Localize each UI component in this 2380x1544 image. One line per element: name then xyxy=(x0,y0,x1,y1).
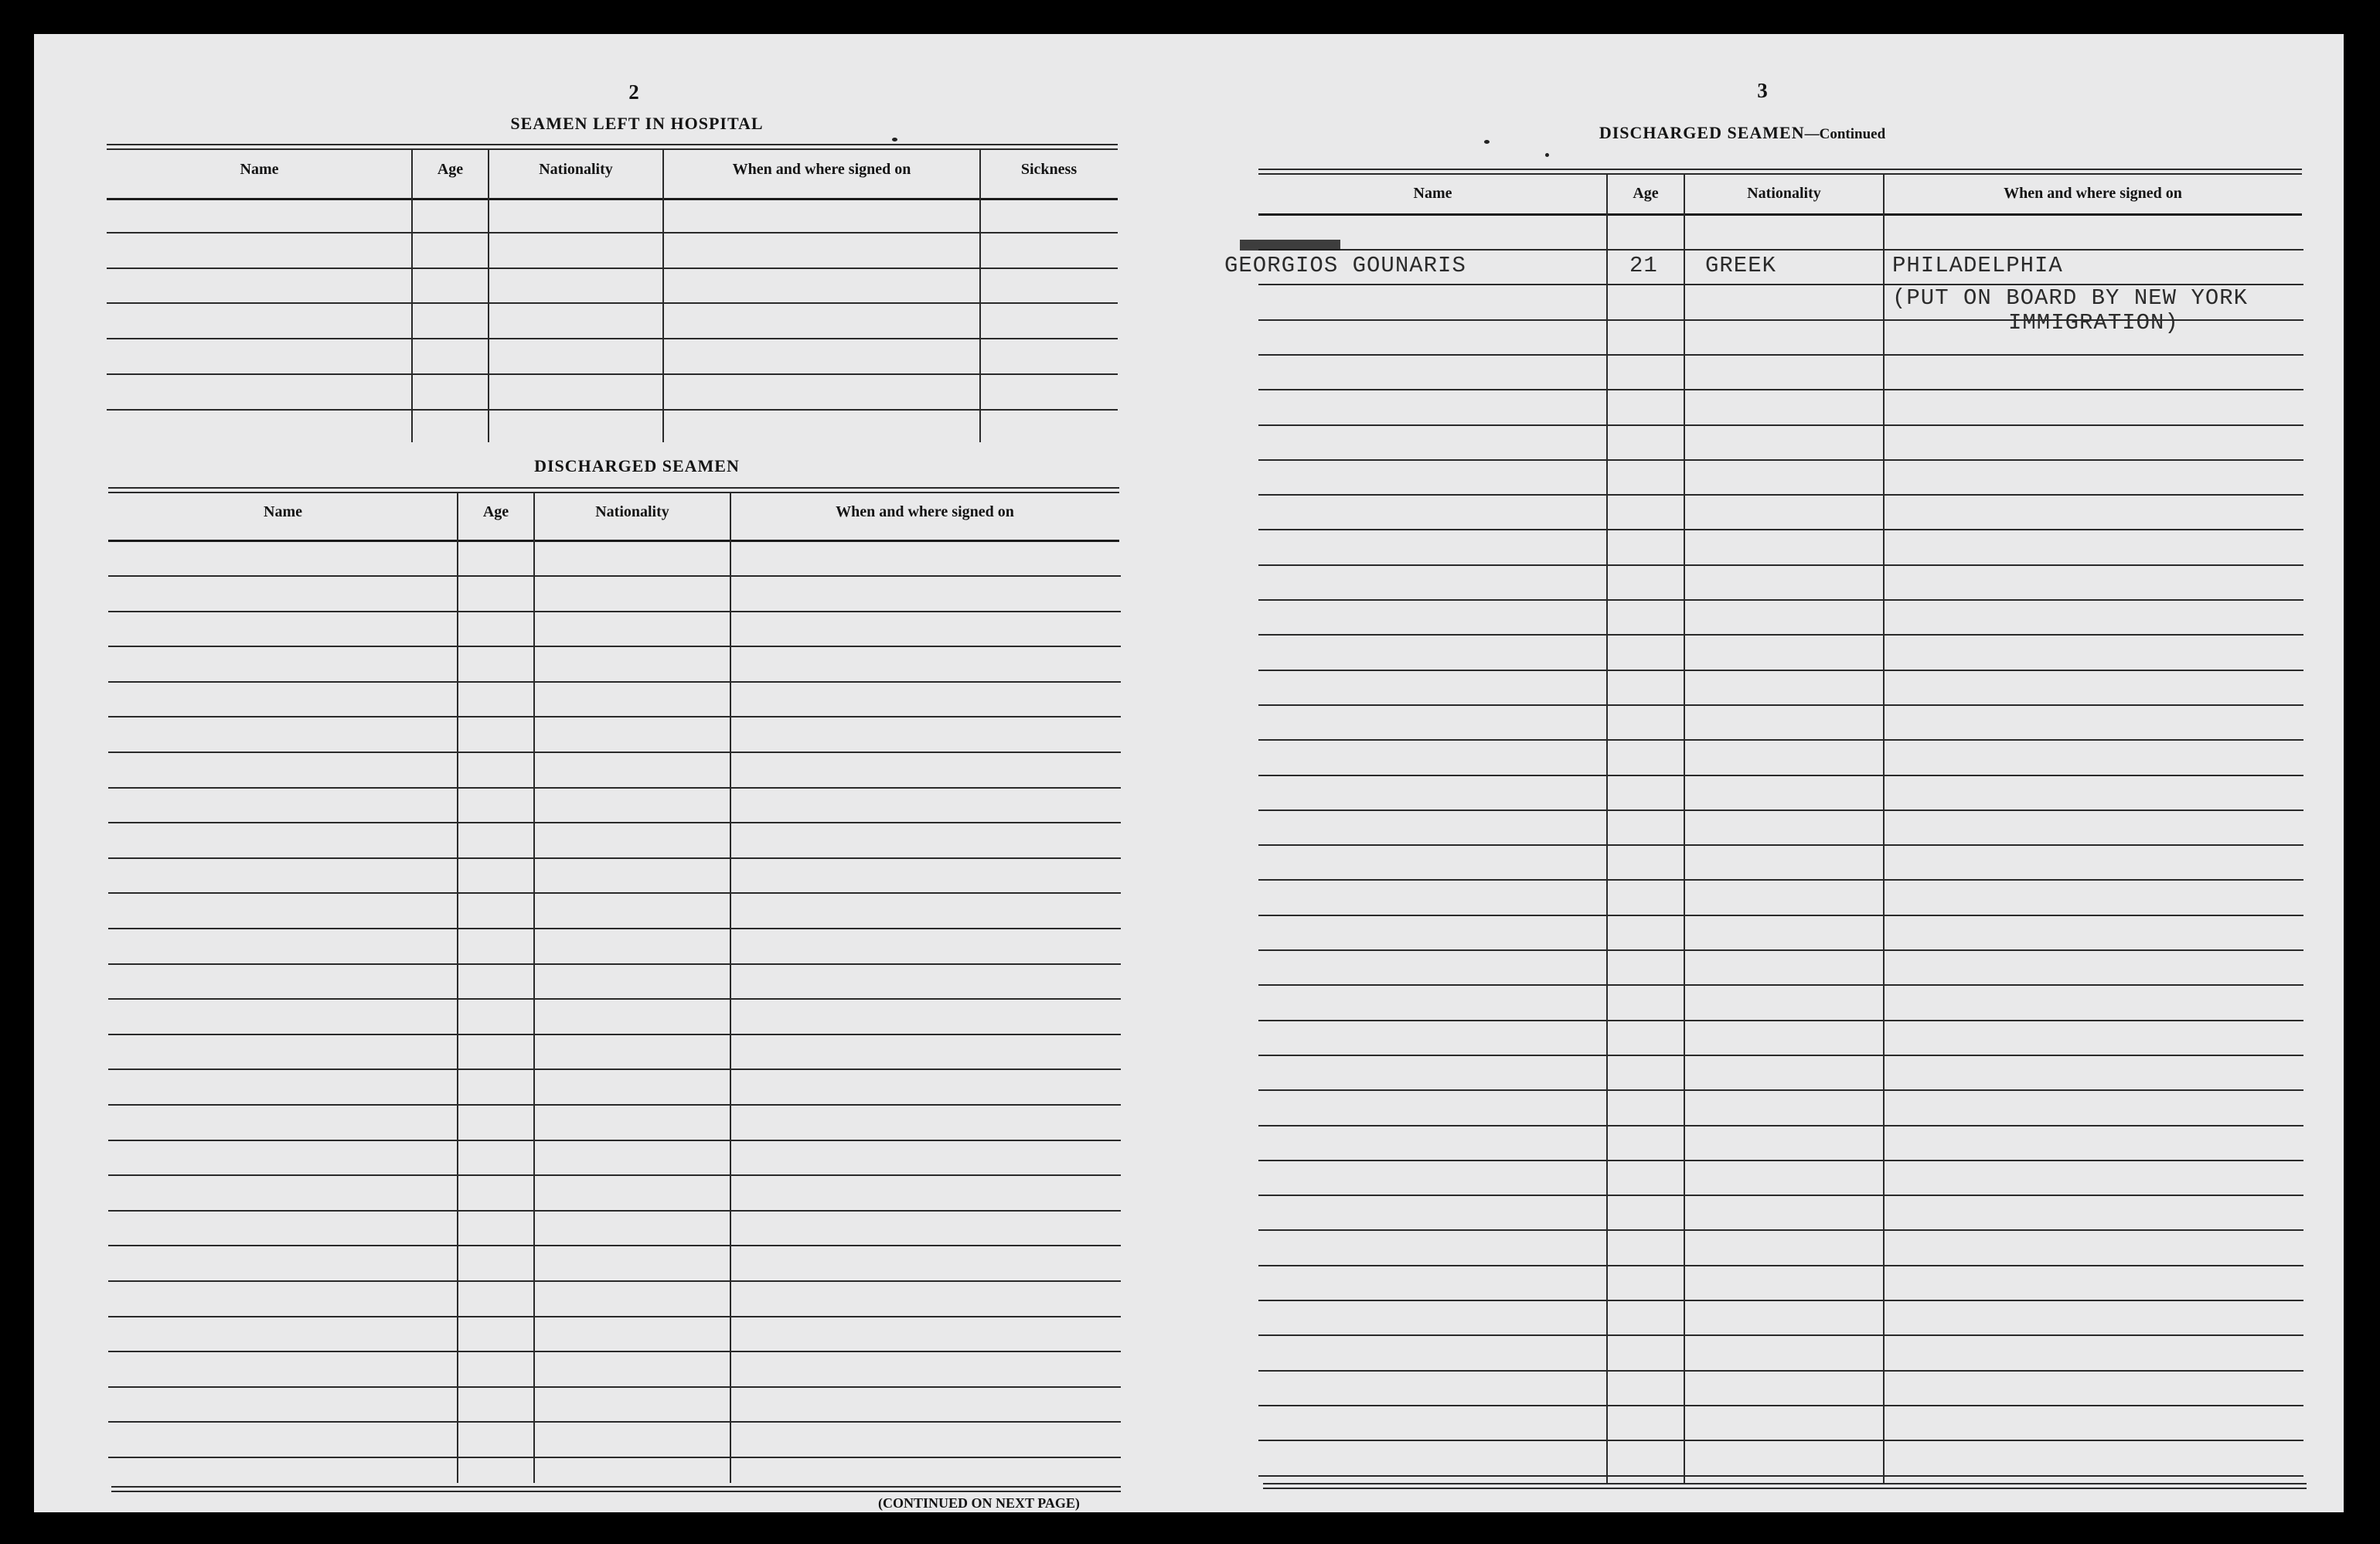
ruled-line xyxy=(1258,249,2303,251)
column-divider xyxy=(488,150,489,442)
ruled-line xyxy=(108,963,1121,965)
header-rule xyxy=(1258,169,2302,170)
header-bottom-rule xyxy=(107,198,1118,200)
ruled-line xyxy=(1258,424,2303,426)
ruled-line xyxy=(1258,354,2303,356)
ruled-line xyxy=(1258,1020,2303,1021)
ruled-line xyxy=(1258,739,2303,741)
section-title xyxy=(1472,123,2013,143)
struck-out-text xyxy=(1240,240,1340,251)
footer-rule xyxy=(1263,1483,2307,1484)
header-rule xyxy=(107,148,1118,150)
ruled-line xyxy=(108,857,1121,859)
ruled-line xyxy=(1258,1195,2303,1196)
footer-rule xyxy=(111,1486,1121,1488)
ink-speck xyxy=(892,138,897,141)
ruled-line xyxy=(108,822,1121,823)
ruled-line xyxy=(1258,1370,2303,1372)
page-number: 2 xyxy=(628,80,639,104)
ruled-line xyxy=(108,1174,1121,1176)
ruled-line xyxy=(108,998,1121,1000)
ruled-line xyxy=(1258,984,2303,986)
ruled-line xyxy=(108,1280,1121,1282)
ruled-line xyxy=(108,1034,1121,1035)
ruled-line xyxy=(108,1104,1121,1106)
header-rule xyxy=(107,144,1118,145)
column-header-name: Name xyxy=(264,503,302,520)
seaman-age: 21 xyxy=(1629,253,1658,278)
section-title-suffix: —Continued xyxy=(1804,126,1886,142)
ruled-line xyxy=(1258,634,2303,636)
ruled-line xyxy=(1258,879,2303,881)
ruled-line xyxy=(108,1457,1121,1458)
ruled-line xyxy=(108,787,1121,789)
ruled-line xyxy=(1258,809,2303,811)
ruled-line xyxy=(108,1386,1121,1388)
ruled-line xyxy=(1258,1055,2303,1056)
ruled-line xyxy=(108,681,1121,683)
ruled-line xyxy=(1258,1229,2303,1231)
ruled-line xyxy=(1258,1089,2303,1091)
header-rule xyxy=(1258,173,2302,175)
ruled-line xyxy=(107,338,1118,339)
ruled-line xyxy=(107,302,1118,304)
column-header-signed-on: When and where signed on xyxy=(732,161,911,178)
ruled-line xyxy=(108,1245,1121,1246)
column-header-sickness: Sickness xyxy=(1020,161,1078,178)
ruled-line xyxy=(1258,1405,2303,1406)
ruled-line xyxy=(1258,599,2303,601)
ruled-line xyxy=(108,1140,1121,1141)
ruled-line xyxy=(1258,459,2303,461)
ruled-line xyxy=(108,646,1121,647)
ruled-line xyxy=(1258,1160,2303,1161)
ruled-line xyxy=(1258,1440,2303,1441)
ruled-line xyxy=(107,373,1118,375)
section-title: DISCHARGED SEAMEN xyxy=(534,456,740,475)
column-divider xyxy=(1684,175,1685,1483)
ruled-line xyxy=(1258,915,2303,916)
column-divider xyxy=(1883,175,1885,1483)
ruled-line xyxy=(1258,389,2303,390)
ruled-line xyxy=(108,752,1121,753)
ruled-line xyxy=(1258,494,2303,496)
ruled-line xyxy=(1258,564,2303,566)
ruled-line xyxy=(1258,1334,2303,1336)
ruled-line xyxy=(107,232,1118,233)
ink-speck xyxy=(1484,140,1490,144)
document-page xyxy=(34,34,2344,1512)
continued-note: (CONTINUED ON NEXT PAGE) xyxy=(878,1495,1080,1511)
ruled-line xyxy=(108,892,1121,894)
column-header-nationality: Nationality xyxy=(595,503,669,520)
page-number: 3 xyxy=(1757,79,1768,102)
section-title: SEAMEN LEFT IN HOSPITAL xyxy=(510,114,764,133)
ruled-line xyxy=(108,1316,1121,1317)
seaman-nationality: GREEK xyxy=(1705,253,1777,278)
column-divider xyxy=(730,493,731,1483)
column-header-name: Name xyxy=(240,161,279,178)
ink-speck xyxy=(1545,153,1549,157)
ruled-line xyxy=(1258,775,2303,776)
ruled-line xyxy=(1258,670,2303,671)
header-rule xyxy=(108,492,1119,493)
column-header-signed-on: When and where signed on xyxy=(2004,185,2182,202)
column-divider xyxy=(1606,175,1608,1483)
column-header-signed-on: When and where signed on xyxy=(836,503,1014,520)
ruled-line xyxy=(1258,949,2303,951)
ruled-line xyxy=(1258,704,2303,706)
ruled-line xyxy=(1258,844,2303,846)
signed-on-place: PHILADELPHIA xyxy=(1892,253,2063,278)
ruled-line xyxy=(108,575,1121,577)
column-divider xyxy=(411,150,413,442)
ruled-line xyxy=(1258,1475,2303,1477)
section-title-main: DISCHARGED SEAMEN xyxy=(1599,123,1805,142)
column-header-age: Age xyxy=(482,503,509,520)
signed-on-note: (PUT ON BOARD BY NEW YORK xyxy=(1892,285,2249,311)
header-bottom-rule xyxy=(1258,213,2302,216)
ruled-line xyxy=(108,1210,1121,1212)
footer-rule xyxy=(111,1491,1121,1492)
footer-rule xyxy=(1263,1488,2307,1489)
column-divider xyxy=(662,150,664,442)
seaman-name: GEORGIOS GOUNARIS xyxy=(1224,253,1466,278)
header-rule xyxy=(108,487,1119,489)
ruled-line xyxy=(108,716,1121,717)
column-header-nationality: Nationality xyxy=(539,161,613,178)
ruled-line xyxy=(107,268,1118,269)
column-divider xyxy=(457,493,458,1483)
header-bottom-rule xyxy=(108,540,1119,542)
ruled-line xyxy=(108,1069,1121,1070)
ruled-line xyxy=(1258,1125,2303,1126)
ruled-line xyxy=(1258,529,2303,530)
column-divider xyxy=(979,150,981,442)
column-divider xyxy=(533,493,535,1483)
ruled-line xyxy=(107,409,1118,411)
ruled-line xyxy=(108,1421,1121,1423)
column-header-age: Age xyxy=(437,161,464,178)
ruled-line xyxy=(108,928,1121,929)
column-header-name: Name xyxy=(1413,185,1452,202)
ruled-line xyxy=(1258,1265,2303,1266)
column-header-age: Age xyxy=(1633,185,1659,202)
column-header-nationality: Nationality xyxy=(1747,185,1821,202)
ruled-line xyxy=(108,611,1121,612)
ruled-line xyxy=(1258,1300,2303,1301)
ruled-line xyxy=(108,1351,1121,1352)
signed-on-note-continued: IMMIGRATION) xyxy=(2008,310,2179,336)
